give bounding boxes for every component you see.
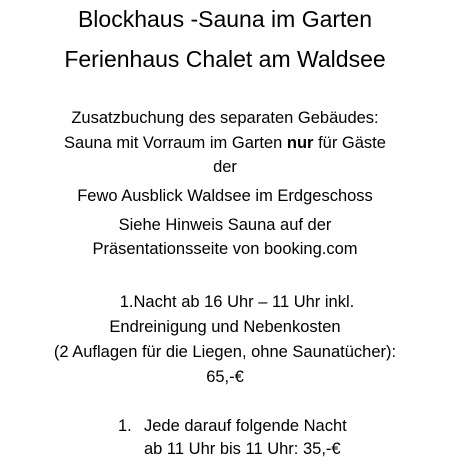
title-ferienhaus-chalet: Ferienhaus Chalet am Waldsee: [64, 46, 386, 72]
additional-night-price: ab 11 Uhr bis 11 Uhr: 35,-€: [144, 440, 341, 458]
apartment-name: Fewo Ausblick Waldsee im Erdgeschoss: [77, 187, 373, 205]
title-blockhaus-sauna: Blockhaus -Sauna im Garten: [77, 6, 373, 32]
restriction-continuation: der: [213, 158, 237, 176]
additional-night-item: [118, 418, 347, 435]
additional-night-text: Jede darauf folgende Nacht: [144, 417, 347, 435]
sauna-guest-restriction: [0, 135, 450, 152]
booking-heading: Zusatzbuchung des separaten Gebäudes:: [71, 109, 379, 127]
first-night-price-line3: (2 Auflagen für die Liegen, ohne Saunatücher):: [53, 343, 397, 361]
booking-note-line1: Siehe Hinweis Sauna auf der: [118, 216, 332, 234]
restriction-text-pre: Sauna mit Vorraum im Garten: [64, 134, 287, 152]
first-night-price-line2: Endreinigung und Nebenkosten: [109, 318, 341, 336]
booking-note-line2: Präsentationsseite von booking.com: [92, 240, 358, 258]
first-night-price-line1: 1.Nacht ab 16 Uhr – 11 Uhr inkl.: [119, 293, 355, 311]
restriction-emphasis: nur: [286, 134, 314, 152]
list-number: 1.: [118, 417, 132, 435]
first-night-price-amount: 65,-€: [206, 368, 244, 386]
restriction-text-post: für Gäste: [313, 134, 386, 152]
